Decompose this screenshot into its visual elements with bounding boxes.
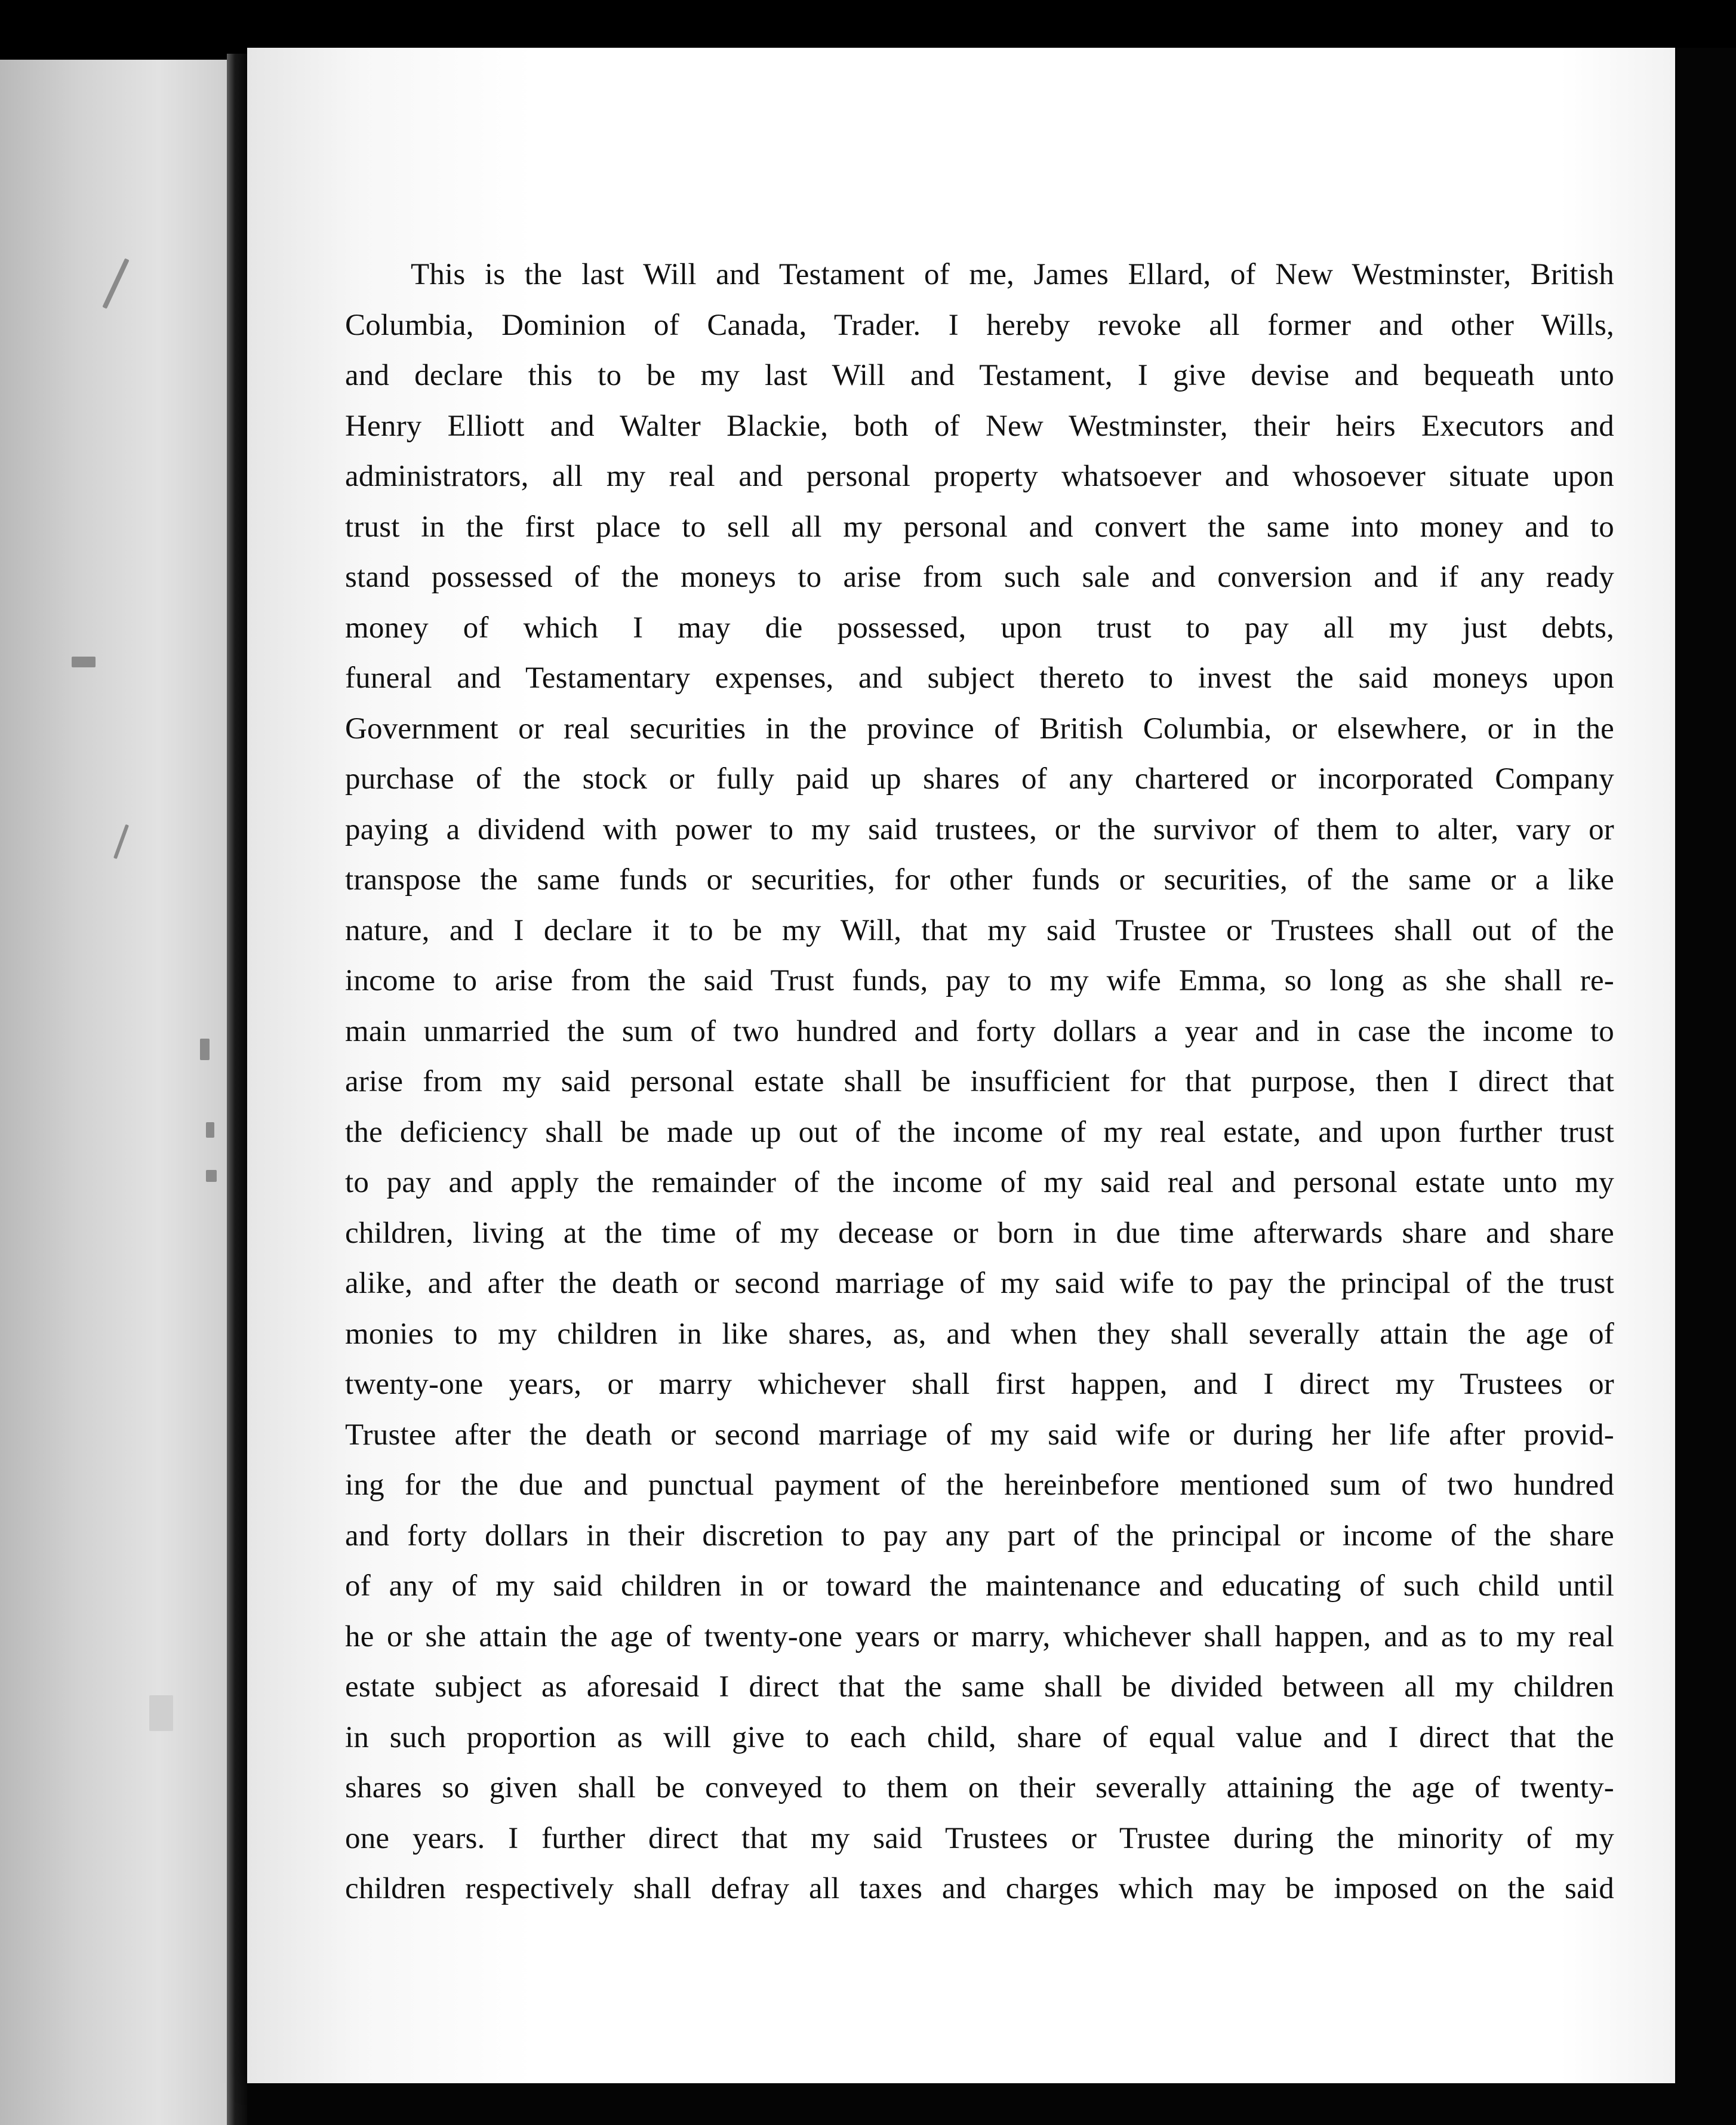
text-line: Columbia, Dominion of Canada, Trader. I hereby revoke all former and other Wills, <box>345 308 1614 342</box>
text-line: estate subject as aforesaid I direct that the same shall be divided between all my children <box>345 1670 1614 1704</box>
text-line: stand possessed of the moneys to arise from such sale and conversion and if any ready <box>345 560 1614 594</box>
facing-page-mark <box>206 1170 217 1182</box>
text-line: This is the last Will and Testament of me, James Ellard, of New Westminster, British <box>411 258 1614 291</box>
facing-page-mark <box>113 824 129 859</box>
text-line: money of which I may die possessed, upon trust to pay all my just debts, <box>345 611 1614 645</box>
text-line: and declare this to be my last Will and Testament, I give devise and bequeath unto <box>345 359 1614 392</box>
text-line: transpose the same funds or securities, for other funds or securities, of the same or a like <box>345 863 1614 897</box>
text-line: alike, and after the death or second marriage of my said wife to pay the principal of the trust <box>345 1267 1614 1300</box>
facing-page-mark <box>102 258 129 309</box>
text-line: shares so given shall be conveyed to them on their severally attaining the age of twenty- <box>345 1771 1614 1804</box>
text-line: administrators, all my real and personal property whatsoever and whosoever situate upon <box>345 460 1614 493</box>
text-line: children, living at the time of my decease or born in due time afterwards share and share <box>345 1216 1614 1250</box>
text-line: funeral and Testamentary expenses, and subject thereto to invest the said moneys upon <box>345 661 1614 695</box>
text-line: nature, and I declare it to be my Will, that my said Trustee or Trustees shall out of the <box>345 913 1614 947</box>
text-line: and forty dollars in their discretion to pay any part of the principal or income of the share <box>345 1519 1614 1553</box>
text-line: arise from my said personal estate shall be insufficient for that purpose, then I direct that <box>345 1065 1614 1098</box>
text-line: income to arise from the said Trust funds, pay to my wife Emma, so long as she shall re- <box>345 964 1614 997</box>
page-gutter <box>227 54 247 2125</box>
facing-page-mark <box>206 1122 214 1138</box>
facing-page-mark <box>149 1695 173 1731</box>
facing-page-mark <box>72 657 96 667</box>
text-line: monies to my children in like shares, as, and when they shall severally attain the age of <box>345 1317 1614 1351</box>
text-line: to pay and apply the remainder of the income of my said real and personal estate unto my <box>345 1166 1614 1199</box>
page-right-border <box>1675 48 1736 2125</box>
text-line: children respectively shall defray all taxes and charges which may be imposed on the said <box>345 1872 1614 1905</box>
text-line: trust in the first place to sell all my personal and convert the same into money and to <box>345 510 1614 544</box>
text-line: the deficiency shall be made up out of the income of my real estate, and upon further trust <box>345 1115 1614 1149</box>
text-line: Trustee after the death or second marriage of my said wife or during her life after provid- <box>345 1418 1614 1452</box>
facing-page-mark <box>200 1039 210 1060</box>
text-line: Government or real securities in the province of British Columbia, or elsewhere, or in the <box>345 712 1614 746</box>
text-line: purchase of the stock or fully paid up shares of any chartered or incorporated Company <box>345 762 1614 796</box>
text-line: one years. I further direct that my said Trustees or Trustee during the minority of my <box>345 1821 1614 1855</box>
facing-page-edge <box>0 60 227 2125</box>
text-line: twenty-one years, or marry whichever shall first happen, and I direct my Trustees or <box>345 1368 1614 1401</box>
text-line: in such proportion as will give to each child, share of equal value and I direct that the <box>345 1720 1614 1754</box>
text-line: Henry Elliott and Walter Blackie, both of New Westminster, their heirs Executors and <box>345 409 1614 443</box>
text-line: ing for the due and punctual payment of the hereinbefore mentioned sum of two hundred <box>345 1468 1614 1502</box>
text-line: he or she attain the age of twenty-one years or marry, whichever shall happen, and as to my real <box>345 1619 1614 1653</box>
will-text-body <box>345 250 1614 1914</box>
text-line: main unmarried the sum of two hundred and forty dollars a year and in case the income to <box>345 1014 1614 1048</box>
text-line: of any of my said children in or toward the maintenance and educating of such child until <box>345 1569 1614 1603</box>
page-bottom-border <box>247 2083 1736 2125</box>
text-line: paying a dividend with power to my said trustees, or the survivor of them to alter, vary or <box>345 812 1614 846</box>
